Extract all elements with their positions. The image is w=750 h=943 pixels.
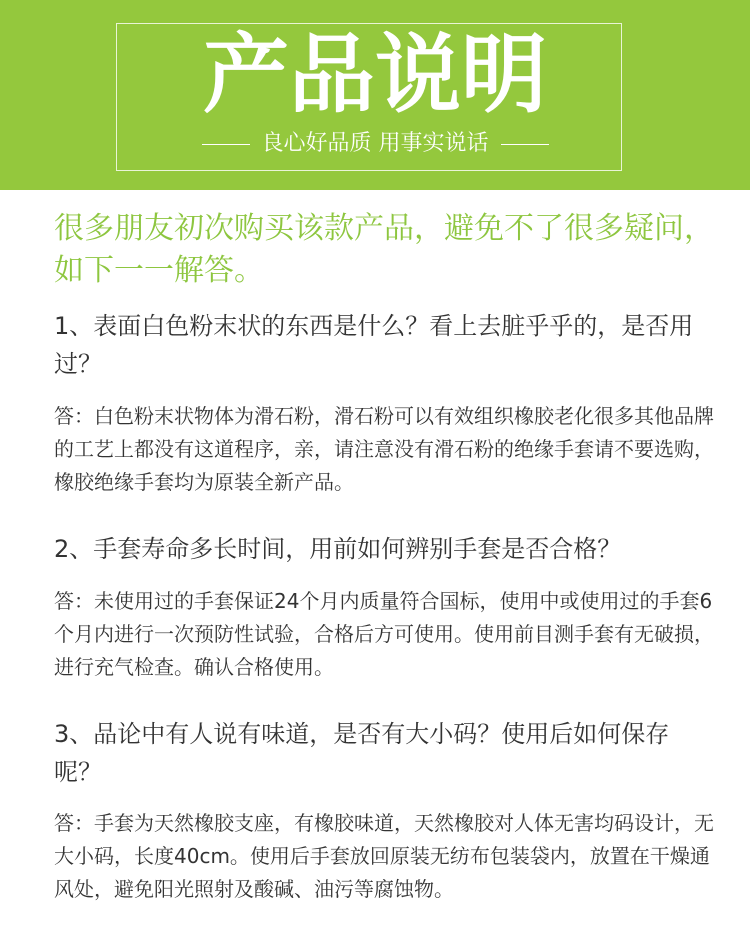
- right-divider-line: [501, 144, 549, 145]
- left-divider-line: [202, 144, 250, 145]
- faq-item-3: [54, 715, 714, 901]
- faq-answer-2: 答：未使用过的手套保证24个月内质量符合国标，使用中或使用过的手套6个月内进行一次预防性试验，合格后方可使用。使用前目测手套有无破损，进行充气检查。确认合格使用。: [54, 589, 714, 679]
- faq-question-1: 1、表面白色粉末状的东西是什么？看上去脏乎乎的，是否用过？: [54, 312, 694, 378]
- header-banner: [0, 0, 750, 190]
- faq-answer-1: 答：白色粉末状物体为滑石粉，滑石粉可以有效组织橡胶老化很多其他品牌的工艺上都没有这道程序，亲，请注意没有滑石粉的绝缘手套请不要选购，橡胶绝缘手套均为原装全新产品。: [54, 404, 714, 494]
- banner-subtitle-row: [0, 128, 750, 160]
- faq-answer-3: 答：手套为天然橡胶支座，有橡胶味道，天然橡胶对人体无害均码设计，无大小码，长度40cm。使用后手套放回原装无纺布包装袋内，放置在干燥通风处，避免阳光照射及酸碱、油污等腐蚀物。: [54, 811, 714, 901]
- banner-subtitle: 良心好品质 用事实说话: [261, 131, 489, 156]
- faq-question-2: 2、手套寿命多长时间，用前如何辨别手套是否合格？: [54, 535, 622, 563]
- intro-text: 很多朋友初次购买该款产品，避免不了很多疑问，如下一一解答。: [54, 211, 714, 288]
- faq-question-3: 3、品论中有人说有味道，是否有大小码？使用后如何保存呢？: [54, 720, 670, 786]
- faq-item-1: [54, 307, 714, 494]
- page-title: 产品说明: [203, 25, 547, 125]
- faq-item-2: [54, 530, 714, 679]
